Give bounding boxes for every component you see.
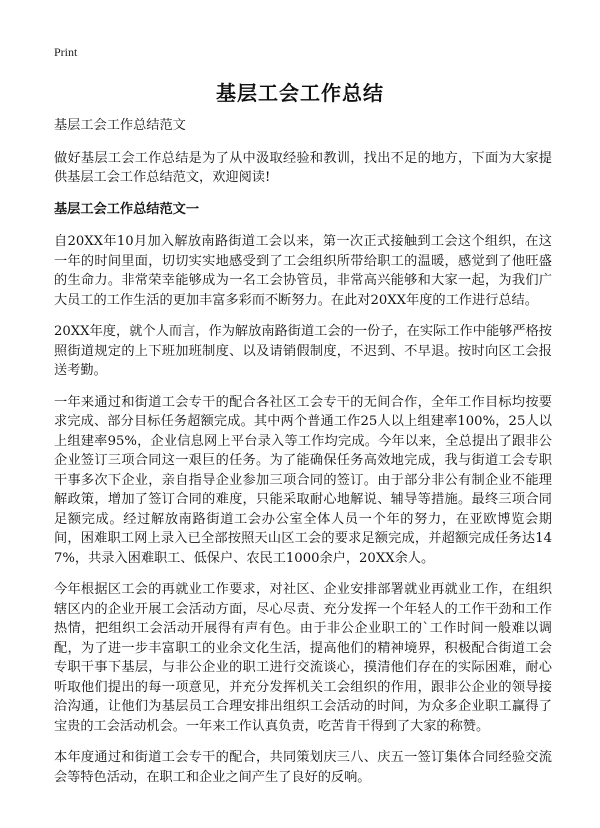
page-title: 基层工会工作总结: [216, 81, 384, 105]
intro-paragraph: 做好基层工会工作总结是为了从中汲取经验和教训，找出不足的地方，下面为大家提供基层工会工作总结范文，欢迎阅读!: [54, 150, 552, 185]
document-subtitle: 基层工会工作总结范文: [54, 118, 186, 133]
print-link[interactable]: Print: [54, 45, 78, 59]
section-heading: 基层工会工作总结范文一: [54, 201, 200, 217]
body-paragraph-3: 一年来通过和街道工会专干的配合各社区工会专干的无间合作，全年工作目标均按要求完成、部分目标任务超额完成。其中两个普通工作25人以上组建率100%，25人以上组建率95%，企业信息网上平台录入等工作均完成。今年以来，全总提出了跟非公企业签订三项合同这一艰巨的任务。为了能确保任务高效地完成，我与街道工会专职干事多次下企业，亲自指导企业参加三项合同的签订。由于部分非公有制企业不能理解政策，增加了签订合同的难度，只能采取耐心地解说、辅导等措施。最终三项合同足额完成。经过解放南路街道工会办公室全体人员一个年的努力，在亚欧博览会期间，困难职工网上录入已全部按照天山区工会的要求足额完成，并超额完成任务达147%，共录入困难职工、低保户、农民工1000余户，20XX余人。: [54, 394, 552, 566]
body-paragraph-5: 本年度通过和街道工会专干的配合，共同策划庆三八、庆五一签订集体合同经验交流会等特色活动，在职工和企业之间产生了良好的反响。: [54, 750, 552, 785]
document-body: [54, 116, 552, 799]
body-paragraph-1: 自20XX年10月加入解放南路街道工会以来，第一次正式接触到工会这个组织，在这一年的时间里面，切切实实地感受到了工会组织所带给职工的温暖，感觉到了他旺盛的生命力。非常荣幸能够成为一名工会协管员，非常高兴能够和大家一起，为我们广大员工的工作生活的更加丰富多彩而不断努力。在此对20XX年度的工作进行总结。: [54, 234, 552, 308]
body-paragraph-2: 20XX年度，就个人而言，作为解放南路街道工会的一份子，在实际工作中能够严格按照街道规定的上下班加班制度、以及请销假制度，不迟到、不早退。按时向区工会报送考勤。: [54, 324, 552, 378]
body-paragraph-4: 今年根据区工会的再就业工作要求，对社区、企业安排部署就业再就业工作，在组织辖区内的企业开展工会活动方面，尽心尽责、充分发挥一个年轻人的工作干劲和工作热情，把组织工会活动开展得有声有色。由于非公企业职工的`工作时间一般难以调配，为了进一步丰富职工的业余文化生活，提高他们的精神境界，积极配合街道工会专职干事下基层，与非公企业的职工进行交流谈心，摸清他们存在的实际困难，耐心听取他们提出的每一项意见，并充分发挥机关工会组织的作用，跟非公企业的领导接洽沟通，让他们为基层员工合理安排出组织工会活动的时间，为众多企业职工赢得了宝贵的工会活动机会。一年来工作认真负责，吃苦肯干得到了大家的称赞。: [54, 582, 552, 734]
